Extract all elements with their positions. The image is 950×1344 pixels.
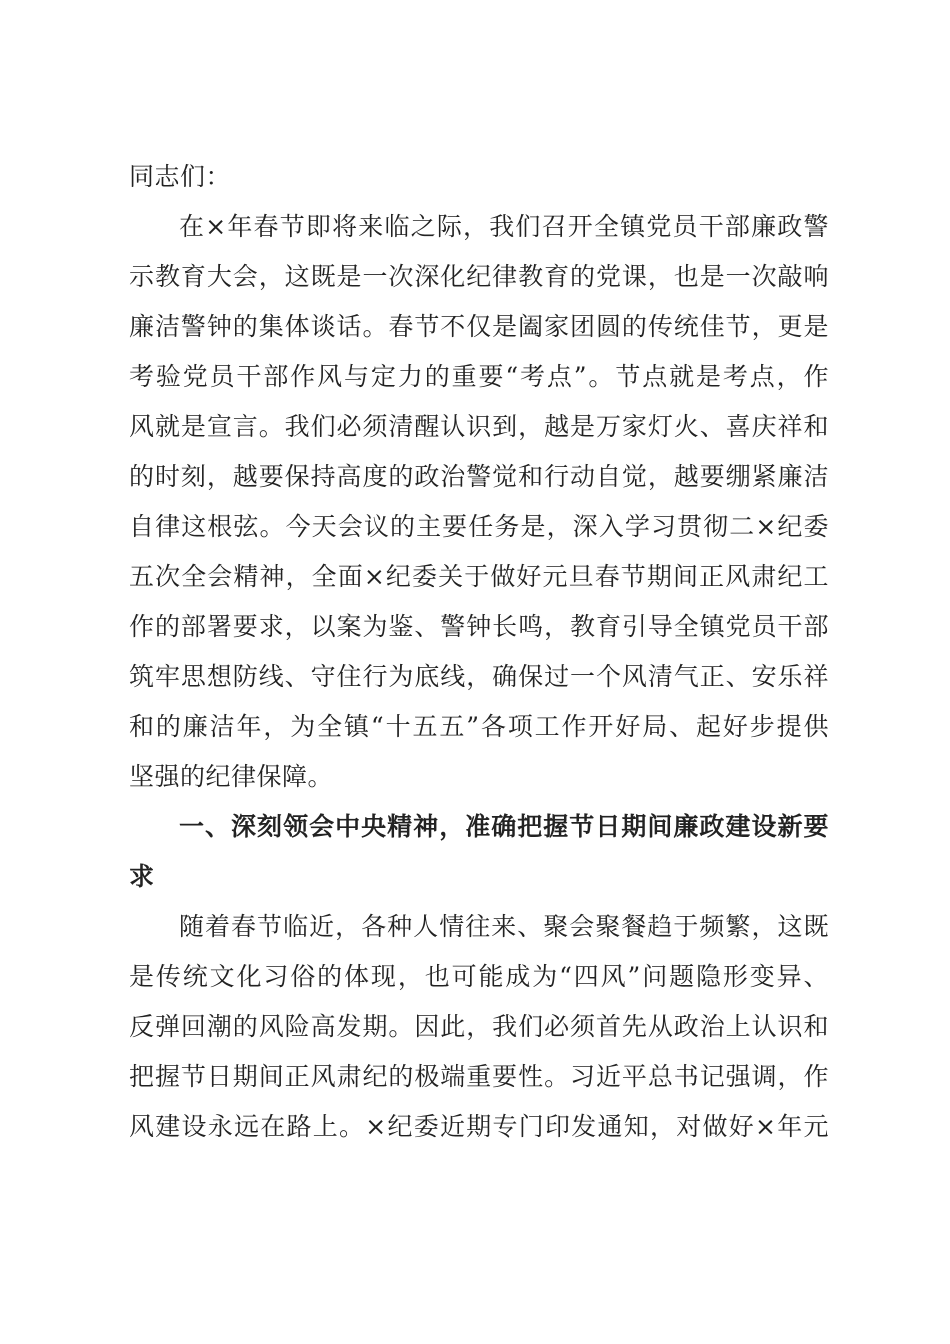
paragraph-line: 筑牢思想防线、守住行为底线，确保过一个风清气正、安乐祥 <box>129 662 829 691</box>
paragraph-2 <box>129 902 829 1152</box>
document-body <box>129 152 829 1152</box>
paragraph-line: 廉洁警钟的集体谈话。春节不仅是阖家团圆的传统佳节，更是 <box>129 312 829 341</box>
paragraph-line: 风就是宣言。我们必须清醒认识到，越是万家灯火、喜庆祥和 <box>129 412 829 441</box>
paragraph-line: 作的部署要求，以案为鉴、警钟长鸣，教育引导全镇党员干部 <box>129 612 829 641</box>
greeting-line: 同志们： <box>129 162 232 191</box>
paragraph-1 <box>129 202 829 802</box>
paragraph-line: 示教育大会，这既是一次深化纪律教育的党课，也是一次敲响 <box>129 262 829 291</box>
paragraph-line: 是传统文化习俗的体现，也可能成为“四风”问题隐形变异、 <box>129 962 829 991</box>
paragraph-line: 自律这根弦。今天会议的主要任务是，深入学习贯彻二×纪委 <box>129 512 829 541</box>
paragraph-line: 风建设永远在路上。×纪委近期专门印发通知，对做好×年元 <box>129 1112 829 1141</box>
paragraph-line: 在×年春节即将来临之际，我们召开全镇党员干部廉政警 <box>179 212 829 241</box>
paragraph-line: 随着春节临近，各种人情往来、聚会聚餐趋于频繁，这既 <box>179 912 829 941</box>
paragraph-line: 把握节日期间正风肃纪的极端重要性。习近平总书记强调，作 <box>129 1062 829 1091</box>
paragraph-line: 五次全会精神，全面×纪委关于做好元旦春节期间正风肃纪工 <box>129 562 829 591</box>
paragraph-line: 的时刻，越要保持高度的政治警觉和行动自觉，越要绷紧廉洁 <box>129 462 829 491</box>
paragraph-line: 反弹回潮的风险高发期。因此，我们必须首先从政治上认识和 <box>129 1012 829 1041</box>
heading-line: 一、深刻领会中央精神，准确把握节日期间廉政建设新要 <box>179 812 829 841</box>
heading-line: 求 <box>129 862 155 891</box>
paragraph-line: 坚强的纪律保障。 <box>129 762 334 791</box>
section-heading-1 <box>129 802 829 902</box>
paragraph-line: 考验党员干部作风与定力的重要“考点”。节点就是考点，作 <box>129 362 829 391</box>
paragraph-line: 和的廉洁年，为全镇“十五五”各项工作开好局、起好步提供 <box>129 712 829 741</box>
